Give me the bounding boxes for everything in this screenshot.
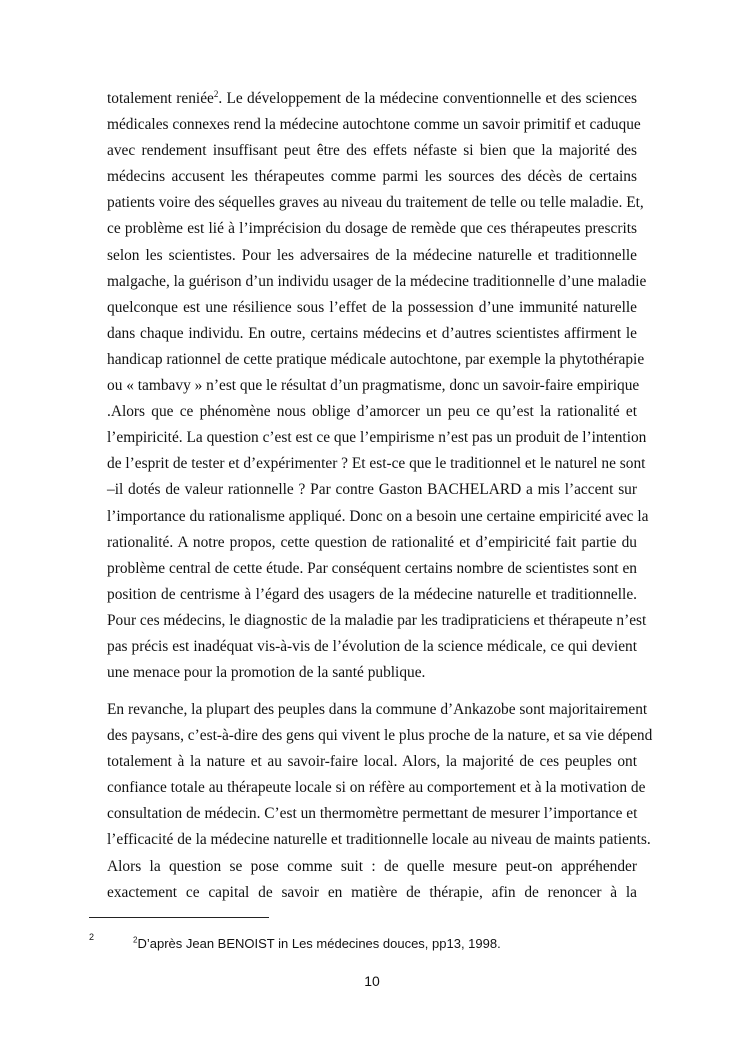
text-line: patients voire des séquelles graves au niveau du traitement de telle ou telle maladie. Et,: [107, 194, 644, 212]
footnote-text: $^2$D’après Jean BENOIST in Les médecines douces, pp13, 1998.: [133, 935, 501, 951]
text-line: malgache, la guérison d’un individu usager de la médecine traditionnelle d’une maladie: [107, 272, 647, 290]
text-line: médicales connexes rend la médecine autochtone comme un savoir primitif et caduque: [107, 116, 641, 134]
text-line: dans chaque individu. En outre, certains médecins et d’autres scientistes affirment le: [107, 324, 637, 342]
text-line: une menace pour la promotion de la santé publique.: [107, 664, 426, 682]
text-line: –il dotés de valeur rationnelle ? Par contre Gaston BACHELARD a mis l’accent sur: [107, 481, 637, 499]
text-line: En revanche, la plupart des peuples dans la commune d’Ankazobe sont majoritairement: [107, 701, 648, 718]
paragraph-1: [107, 86, 649, 686]
footnote-marker: 2: [133, 935, 138, 945]
text-line: ce problème est lié à l’imprécision du dosage de remède que ces thérapeutes prescrits: [107, 220, 637, 238]
text-line: problème central de cette étude. Par conséquent certains nombre de scientistes sont en: [107, 559, 637, 577]
text-line: l’empiricité. La question c’est est ce que l’empirisme n’est pas un produit de l’intention: [107, 429, 647, 447]
text-line: position de centrisme à l’égard des usagers de la médecine naturelle et traditionnelle.: [107, 585, 637, 603]
text-line: Pour ces médecins, le diagnostic de la maladie par les tradipraticiens et thérapeute n’est: [107, 611, 647, 629]
footnote-reference[interactable]: 2: [213, 88, 219, 99]
text-line: .Alors que ce phénomène nous oblige d’amorcer un peu ce qu’est la rationalité et: [107, 403, 637, 421]
text-line: totalement reniée$^2$. Le développement de la médecine conventionnelle et des sciences: [107, 88, 637, 107]
text-line: totalement à la nature et au savoir-faire local. Alors, la majorité de ces peuples ont: [107, 753, 637, 771]
page-number: 10: [364, 973, 380, 989]
text-line: médecins accusent les thérapeutes comme parmi les sources des décès de certains: [107, 168, 637, 186]
text-line: confiance totale au thérapeute locale si on réfère au comportement et à la motivation de: [107, 779, 646, 797]
text-line: rationalité. A notre propos, cette question de rationalité et d’empiricité fait partie du: [107, 533, 637, 551]
text-line: selon les scientistes. Pour les adversaires de la médecine naturelle et traditionnelle: [107, 246, 637, 264]
text-line: de l’esprit de tester et d’expérimenter ? Et est-ce que le traditionnel et le naturel ne sont: [107, 455, 646, 473]
text-line: l’efficacité de la médecine naturelle et traditionnelle locale au niveau de maints patients.: [107, 831, 651, 849]
text-line: handicap rationnel de cette pratique médicale autochtone, par exemple la phytothérapie: [107, 350, 645, 368]
text-line: ou « tambavy » n’est que le résultat d’un pragmatisme, donc un savoir-faire empirique: [107, 377, 640, 395]
footnote-separator: [89, 917, 269, 918]
text-line: pas précis est inadéquat vis-à-vis de l’évolution de la science médicale, ce qui devient: [107, 637, 637, 655]
text-line: l’importance du rationalisme appliqué. Donc on a besoin une certaine empiricité avec la: [107, 507, 649, 525]
text-line: exactement ce capital de savoir en matière de thérapie, afin de renoncer à la: [107, 883, 637, 901]
paragraph-2: [107, 697, 653, 906]
footnote-number: 2: [89, 932, 95, 942]
text-line: des paysans, c’est-à-dire des gens qui vivent le plus proche de la nature, et sa vie dépend: [107, 727, 653, 745]
text-line: quelconque est une résilience sous l’effet de la possession d’une immunité naturelle: [107, 298, 637, 316]
text-line: avec rendement insuffisant peut être des effets néfaste si bien que la majorité des: [107, 142, 637, 160]
text-line: consultation de médecin. C’est un thermomètre permettant de mesurer l’importance et: [107, 805, 638, 823]
text-line: Alors la question se pose comme suit : de quelle mesure peut-on appréhender: [107, 857, 637, 875]
